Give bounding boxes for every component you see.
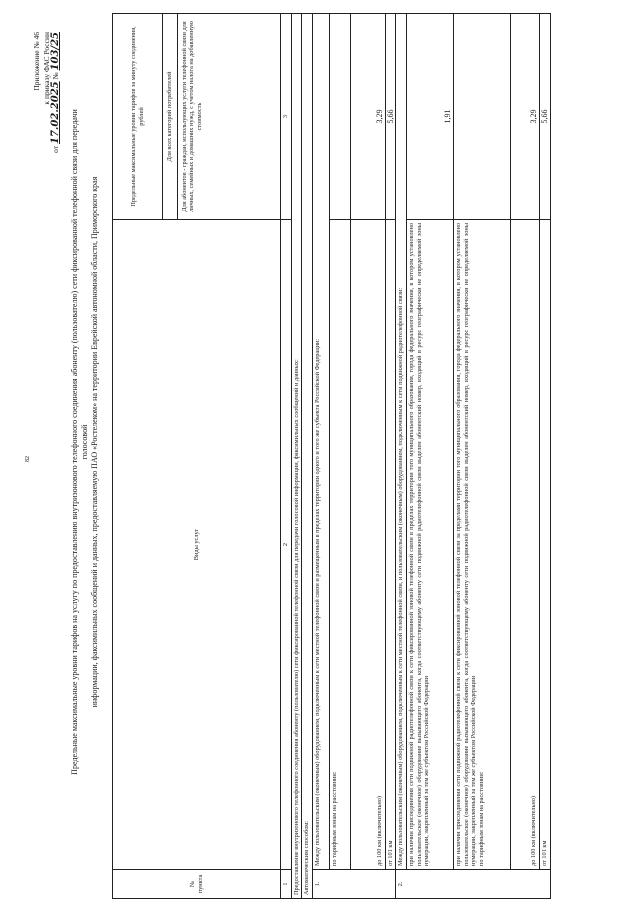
item2-text: Между пользовательским (оконечным) оборудованием, подключенным к сети местной телефонной связи, и пользовательским (оконечным) оборудованием, подключенным к сети подвижной радиотелефонной связи: — [396, 14, 407, 870]
header-row — [113, 14, 163, 899]
column-number-row — [281, 14, 292, 899]
item2-range-row — [539, 14, 550, 899]
item1-range1-value: 3,29 — [350, 14, 385, 220]
item1-text: Между пользовательским (оконечным) оборудованием, подключенным к сети местной телефонной связи и размещенным в пределах территории одного и того же субъекта Российской Федерации: — [312, 14, 329, 870]
item2-range1-value: 3,29 — [510, 14, 539, 220]
item2-number: 2. — [396, 870, 550, 899]
auto-row — [302, 14, 313, 899]
item1-range2-value: 5,66 — [385, 14, 396, 220]
item2-case1-row — [406, 14, 453, 899]
header-subcolumns — [163, 14, 281, 220]
order-line: к приказу ФАС России — [41, 32, 51, 105]
item2-range-row — [510, 14, 539, 899]
date-value: 17.02.2025 — [50, 81, 61, 144]
item2-case1-value: 1,91 — [406, 14, 453, 220]
colnum-3: 3 — [281, 14, 292, 220]
item2-range2-label: от 101 км — [539, 220, 550, 870]
date-prefix: от — [51, 145, 60, 153]
item2-case2-text: при наличии присоединения сети подвижной радиотелефонной связи к сети фиксированной зоновой телефонной связи за пределами территории того муниципального образования, города федерального значения, в котором установлено пользовательское (оконечное) оборудование вызывающего абонента, когда соответствующему абоненту сети подвижной радиотелефонной связи выделен абонентский номер, входящий в ресурс географически не определяемой зоны нумерации, закрепленный за тем же субъектом Российской Федерации — [454, 223, 478, 866]
date-line — [51, 32, 61, 292]
auto-label: Автоматическим способом: — [302, 14, 313, 899]
header-limits: Предельные максимальные уровни тарифов за минуту соединения, рублей — [113, 14, 163, 220]
item1-range-row — [385, 14, 396, 899]
section-title: Предоставление внутризонового телефонного соединения абоненту (пользователю) сети фиксированной телефонной связи для передачи голосовой информации, факсимильных сообщений и данных: — [291, 14, 302, 899]
item2-range2-value: 5,66 — [539, 14, 550, 220]
item1-zones-row — [329, 14, 350, 899]
tariff-table — [112, 13, 551, 899]
section-row — [291, 14, 302, 899]
title-line-2: информации, факсимильных сообщений и данных, предоставляемую ПАО «Ростелеком» на территории Еврейской автономной области, Приморского края — [90, 176, 99, 708]
item1-zones-label: по тарифным зонам на расстоянии: — [329, 220, 350, 870]
title-line-1: Предельные максимальные уровни тарифов на услугу по предоставлению внутризонового телефонного соединения абоненту (пользователю) сети фиксированной телефонной связи для передачи голосовой — [70, 109, 89, 775]
item2-case1-text: при наличии присоединения сети подвижной радиотелефонной связи к сети фиксированной зоновой телефонной связи в пределах территории того муниципального образования, города федерального значения, в котором установлено пользовательское (оконечное) оборудование вызывающего абонента, когда соответствующему абоненту сети подвижной радиотелефонной связи выделен абонентский номер, входящий в ресурс географически не определяемой зоны нумерации, закрепленный за тем же субъектом Российской Федерации — [406, 220, 453, 870]
header-services: Виды услуг — [113, 220, 281, 870]
page-number: 82 — [25, 456, 31, 462]
colnum-2: 2 — [281, 220, 292, 870]
item2-case2-block — [453, 220, 510, 870]
header-all-consumers: Для всех категорий потребителей — [163, 14, 178, 219]
number-value: 103/25 — [50, 32, 61, 71]
appendix-line: Приложение № 46 — [32, 32, 41, 91]
item2-row — [396, 14, 407, 899]
document-title — [70, 92, 100, 792]
header-citizens: Для абонентов - граждан, использующих услуги телефонной связи для личных, семейных и домашних нужд, с учетом налога на добавленную стоимость — [180, 21, 203, 212]
item1-range2-label: от 101 км — [385, 220, 396, 870]
appendix-header — [32, 32, 61, 292]
header-no: № пункта — [113, 870, 281, 899]
item2-case2-row — [453, 14, 510, 899]
number-prefix: № — [51, 72, 60, 80]
item2-zones-label: по тарифным зонам на расстоянии: — [477, 771, 485, 866]
item2-range1-label: до 100 км (включительно) — [510, 220, 539, 870]
item1-range-row — [350, 14, 385, 899]
colnum-1: 1 — [281, 870, 292, 899]
item1-zones-value — [329, 14, 350, 220]
item1-number: 1. — [312, 870, 396, 899]
item1-range1-label: до 100 км (включительно) — [350, 220, 385, 870]
item1-row — [312, 14, 329, 899]
item2-case2-value — [453, 14, 510, 220]
